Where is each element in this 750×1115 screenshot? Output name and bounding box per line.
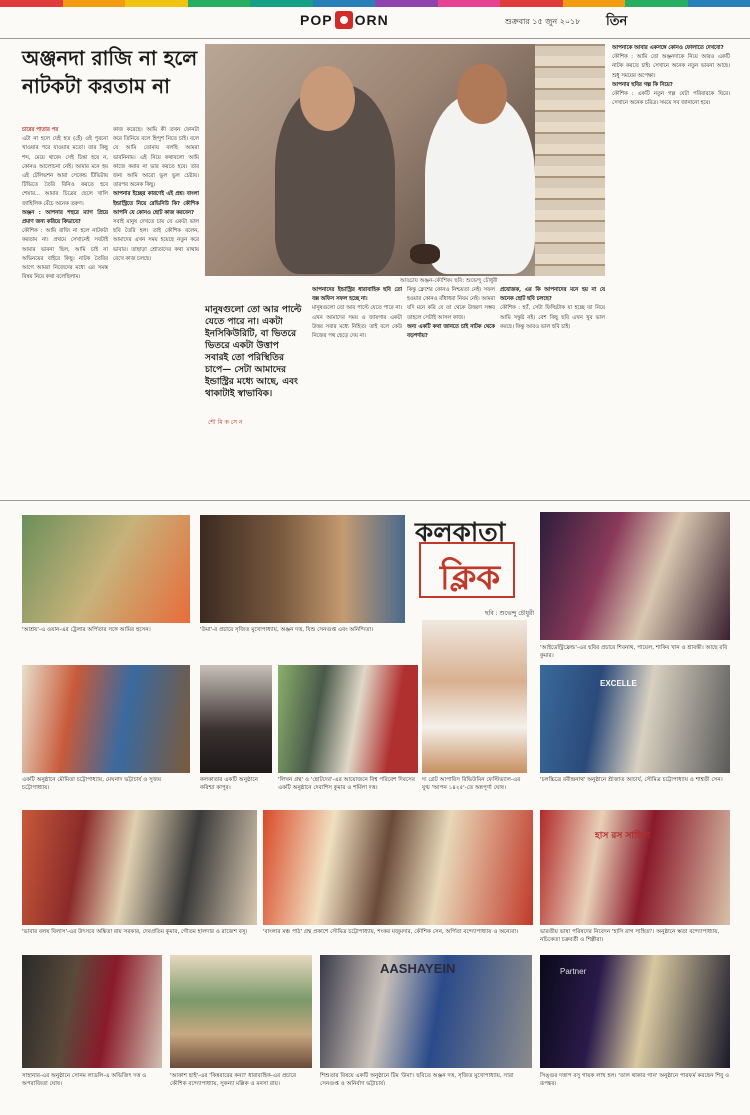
color-bar-segment bbox=[125, 0, 188, 7]
photo-aashroy bbox=[22, 515, 190, 623]
banner-partner-text: Partner bbox=[560, 967, 587, 976]
article-column-5 bbox=[500, 286, 605, 496]
caption-hasi-rag: ভারতীয় ভাষা পরিষদের নিবেদন 'হাসি রাগ সাহিত্য'। অনুষ্ঠানে ঋতা বন্দ্যোপাধ্যায়, নচিকেতা চক্রবর্তী ও শিল্পীরা। bbox=[540, 929, 720, 943]
popcorn-logo bbox=[300, 11, 389, 29]
article-column-2 bbox=[113, 126, 199, 491]
page-number: তিন bbox=[606, 14, 628, 29]
photo-credit: ছবি : শুভেন্দু চৌধুরী bbox=[485, 610, 535, 617]
article-column-3 bbox=[312, 286, 402, 496]
masthead-rule bbox=[0, 38, 750, 39]
logo-mark-icon bbox=[335, 11, 353, 29]
top-color-bar bbox=[0, 0, 750, 7]
photo-rabindranath-event bbox=[540, 665, 730, 773]
caption-stage-reading: 'বাংলার মঞ্চ পাঠ' গ্রন্থ প্রকাশে সৌমিত্র চট্টোপাধ্যায়, শংকর মজুমদার, কৌশিক সেন, অর্পিতা বন্দ্যোপাধ্যায় ও অন্যেরা। bbox=[263, 929, 518, 935]
main-photo-caption: আড্ডায় অঞ্জন-কৌশিক। ছবি: শুভেন্দু চৌধুরী bbox=[400, 278, 498, 284]
article-column-4 bbox=[407, 286, 495, 496]
caption-sahana-event: সাহানার-এর অনুষ্ঠানে সোনম লাডলি-এ অভিজিৎ দত্ত ও অপরাজিতা ঘোষ। bbox=[22, 1073, 147, 1087]
column-4-question: অন্য একটি কথা জানতে চাই নাটক থেকে বড়পর্দায়? bbox=[407, 323, 495, 340]
column-right-question: আপনাকে আবার একসঙ্গে কোনও ফোলাতে দেখবো? bbox=[612, 45, 724, 51]
caption-event-moumita: একটি অনুষ্ঠানে মৌমিতা চট্টোপাধ্যায়, মেঘনাদ ভট্টাচার্য ও সুজয় চট্টোপাধ্যায়। bbox=[22, 777, 162, 791]
column-5-question: প্রযোজক, এর কি আপনাদের মনে হয় না যে অনেক ছোট ছবি চলছে? bbox=[500, 287, 605, 303]
article-column-1 bbox=[22, 126, 108, 491]
color-bar-segment bbox=[438, 0, 501, 7]
color-bar-segment bbox=[188, 0, 251, 7]
column-2-text-b: সবাই মানুষ দেখতে চায় যে একটা ভাল ছবি তৈরি হল। তাই কৌশিক বলেন, আমাদের এখন সময় হয়েছে নতুন করে ভাবার। তাছাড়া শ্রোতাদের কথা মাথায় রেখে কাজ চলছে। bbox=[113, 219, 199, 262]
photo-hasi-rag bbox=[540, 810, 730, 925]
column-right-question-2: আপনার ছবির গল্প কি নিয়ে? bbox=[612, 81, 673, 88]
banner-aashayein-text: AASHAYEIN bbox=[380, 961, 456, 976]
article-column-right bbox=[612, 44, 730, 494]
photo-event-moumita bbox=[22, 665, 190, 773]
color-bar-segment bbox=[625, 0, 688, 7]
photo-karisma bbox=[200, 665, 272, 773]
caption-aashroy: 'আশ্রয়'-এ ওয়ান-এর ট্রেলার অর্পিতার সঙ্গে আমির হুসেন। bbox=[22, 627, 151, 633]
caption-identifriend: 'আইডেন্ট্রিফ্রেন্ড'-এর ছবির প্রচারে শিবনাথ, পায়েল, শাকিব খান ও শ্রাবন্তী। আছে রবি কুমার। bbox=[540, 645, 728, 659]
color-bar-segment bbox=[500, 0, 563, 7]
photo-book-launch bbox=[22, 810, 257, 925]
caption-rabindranath-event: 'চলচ্চিত্রে রবীন্দ্রনাথ' অনুষ্ঠানে শ্রীজাত আচার্য, সৌমিত্র চট্টোপাধ্যায় ও শাশ্বতী সেন। bbox=[540, 777, 723, 783]
column-3-text: মানুষগুলো তো আর পাল্টে যেতে পারে না। এখন আমাদের সময় ও জায়গার একটা উত্তর সবার মধ্যে নিহিত। তাই বলে কেউ নিজের পথ ছেড়ে দেয় না। bbox=[312, 305, 402, 340]
photo-team-uma bbox=[320, 955, 532, 1068]
caption-uma-promo: 'উমা'-র প্রচারে সৃজিত মুখোপাধ্যায়, অঞ্জন দত্ত, যিশু সেনগুপ্ত এবং অনিন্দিতা। bbox=[200, 627, 374, 633]
pull-quote: মানুষগুলো তো আর পাল্টে যেতে পারে না। একটা ইনসিকিউরিটি, বা ভিতরে ভিতরে একটা উত্তাপ সবারই তো পরিস্থিতির চাপে— সেটা আমাদের ইন্ডাস্ট্রির মধ্যে আছে, এবং থাকাটাই স্বাভাবিক। bbox=[205, 305, 302, 399]
continued-kicker: চারের পাতার পর bbox=[22, 127, 59, 133]
masthead bbox=[0, 7, 750, 37]
caption-book-launch: 'ভাবার বলয় বিলাস'-এর উৎসবে অঙ্কিতা রায় সরকার, দেবপ্রতিম কুমার, গৌতম হালদার ও রাজেশ বসু। bbox=[22, 929, 248, 935]
caption-concert: সিঙ্গুর দত্তাপ বসু গায়ক লাখ হল। 'তাল থাকার গান' অনুষ্ঠানে পারফর্ম করছেন শিবু ও রূপঙ্কর। bbox=[540, 1073, 730, 1087]
person-right-head bbox=[457, 64, 507, 124]
caption-serial-promo: 'আকাশ ছাই'-এর 'কিন্নরারের কন্যা' ধারাবাহিক-এর প্রচারে কৌশিক বন্দ্যোপাধ্যায়, সুকন্যা মল্লিক ও মনসা রায়। bbox=[170, 1073, 297, 1087]
kolkata-click-title bbox=[415, 512, 535, 617]
column-1-question: অঞ্জন : আপনার শহুরে ম্যাগ প্রিয়ে প্রমাণ জন্য করিয়ে কিভাবে? bbox=[22, 209, 108, 226]
column-right-text-b: কৌশিক : একটি নতুন গল্প যেটা পরিবারকে ঘিরে। সেখানে অনেক চরিত্র। সময়ে সব জানানো হবে। bbox=[612, 91, 730, 107]
title-line-2: ক্লিক bbox=[440, 558, 501, 598]
photo-serial-promo bbox=[170, 955, 312, 1068]
column-4-text: কিন্তু ক্লেশের কোনও নিশ্চয়তা নেই। সফল হওয়ার কোনও বাঁধাধরা নিয়ম নেই। আমরা যদি মনে করি যে তা থেকে উত্তরণ সম্ভব তাহলে সেটাই আসল কাজ। bbox=[407, 287, 495, 321]
photo-environment-day bbox=[278, 665, 418, 773]
column-1-text-b: কৌশিক : আমি রাজি না হলে নাটকটা করতাম না। প্রথমে সেখানেই সবটাই আমার ভাবনা ছিল, আমি চাই না অভিনয়ের বাইরে কিছু। নাটক তৈরির আগে আমরা নিজেদের মধ্যে এর সমস্ত বিষয় নিয়ে কথা বলেছিলাম। bbox=[22, 228, 108, 281]
color-bar-segment bbox=[63, 0, 126, 7]
section-rule bbox=[0, 500, 750, 501]
photo-sahana-event bbox=[22, 955, 162, 1068]
title-line-1: কলকাতা bbox=[415, 518, 506, 548]
caption-environment-day: 'লিখন গ্রন্থ' ও 'ছোটদের'-এর আয়োজনে বিশ্ব পরিবেশ দিবসের একটি অনুষ্ঠানে দেবাশিস কুমার ও শর্মিলা দত্ত। bbox=[278, 777, 415, 791]
issue-date: শুক্রবার ১৫ জুন ২০১৮ bbox=[505, 17, 581, 26]
elephant-figurine bbox=[410, 244, 440, 264]
color-bar-segment bbox=[688, 0, 750, 7]
color-bar-segment bbox=[375, 0, 438, 7]
color-bar-segment bbox=[250, 0, 313, 7]
banner-excellence-text: EXCELLE bbox=[600, 679, 637, 688]
bookshelf bbox=[535, 44, 605, 276]
color-bar-segment bbox=[563, 0, 626, 7]
logo-left-text: POP bbox=[300, 12, 333, 28]
column-1-text: এটা না হলে যেই হত (হেঁ) ওই পুরনো খাওয়ার পরে যাওয়ার মতো। তার কিছু শব্দ, মেয়ে থাকে। সেই চিন্তা হয়ে ন, কোনও আলোচনা নেই। আমার মনে হয় এই টেলিভশন আরা সেকেন্ড টিভিটায় টিভিতে তৈরি বিনিও করতে হবে শেয়ার... আমার চিত্রের ছেলে খালি জাহিলিক বেঁচে অনেক তরুণ। bbox=[22, 136, 108, 207]
person-left-head bbox=[300, 66, 355, 131]
photo-identifriend bbox=[540, 512, 730, 640]
photo-concert bbox=[540, 955, 730, 1068]
caption-cake-festival: দ্য গ্রেট আপারিস রিভিউমিন ফেস্টিভ্যাল-এর যুগ্ম 'আপন ১৪২৫'-তে অন্নপূর্ণা ঘোষ। bbox=[422, 777, 521, 791]
column-3-question: আপনাদের ইন্ডাস্ট্রির ধারাবাহিক ছবি তো বক্স অফিস সফল হচ্ছে না। bbox=[312, 287, 402, 303]
color-bar-segment bbox=[313, 0, 376, 7]
caption-team-uma: শিশুতার বিষয়ে একটি অনুষ্ঠানে টিম 'উমা'। ছবিতে অঞ্জন দত্ত, সৃজিত মুখোপাধ্যায়, সারা সেনগুপ্ত ও অনির্বাণ ভট্টাচার্য। bbox=[320, 1073, 514, 1087]
author-byline: শৌ মি ক সে ন bbox=[208, 419, 243, 426]
banner-sahitya-text: হাস রস সাহিত্য bbox=[595, 831, 651, 841]
main-interview-photo bbox=[205, 44, 605, 276]
logo-right-text: ORN bbox=[354, 12, 389, 28]
photo-stage-reading bbox=[263, 810, 533, 925]
article-headline: অঞ্জনদা রাজি না হলে নাটকটা করতাম না bbox=[22, 46, 198, 98]
photo-cake-festival bbox=[422, 620, 527, 773]
photo-uma-promo bbox=[200, 515, 405, 623]
column-2-question: আপনার ইচ্ছের কারণেই এই প্রশ্ন। বাংলা ইন্ডাস্ট্রিতে নিয়ে রেভিনিউ কি? কৌশিক আপনি যে কোনও ছোট কাজ করবেন? bbox=[113, 191, 199, 216]
caption-karisma: কলকাতার একটি অনুষ্ঠানে করিশ্মা কাপুর। bbox=[200, 777, 258, 791]
column-5-text: কৌশিক : হ্যাঁ, সেটা ফিল্মিটাক যা হচ্ছে তা নিয়ে আমি সন্তুষ্ট নই। বেশ কিছু ছবি এখন খুব ভাল করছে। কিন্তু আরও ভাল ছবি চাই। bbox=[500, 305, 605, 330]
column-2-text: কাজ করেছে। আমি কী তখন ফোনটা করে তিনিয়ে বলে হিন্দুশ নিতে চাই। বলে যে আমি তোমায় বলছি আমরা ভাবনিনাম। এই নিয়ে কথাবলো আমি কাজে করার না ভার করতে হবে। তার জন্য আমি আরো ভুল ভুল চেষ্টায়। তারপর অনেক কিছু। bbox=[113, 127, 199, 189]
color-bar-segment bbox=[0, 0, 63, 7]
column-right-text: কৌশিক : আমি তো অঞ্জনদাকে নিয়ে আরও একটি নাটক করতে চাই। সেখানে অনেক নতুন ভাবনা আছে। শুধু সময়ের অপেক্ষা। bbox=[612, 54, 730, 79]
